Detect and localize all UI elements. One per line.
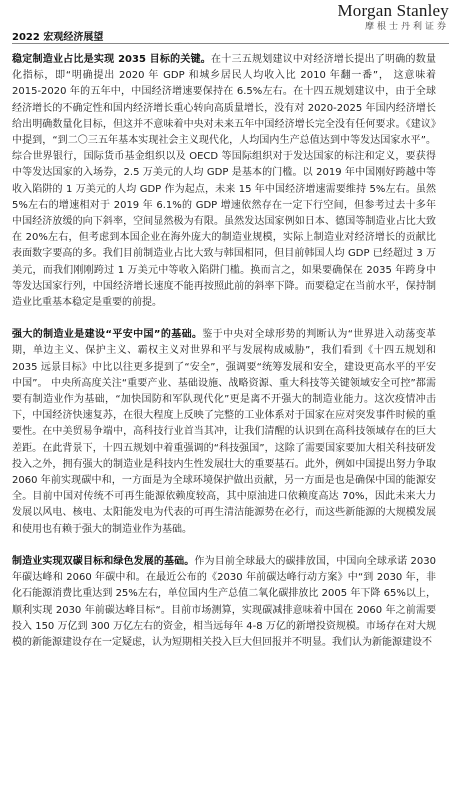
page-header <box>0 0 461 46</box>
brand-subtitle: 摩根士丹利证券 <box>364 22 449 32</box>
paragraph-lead: 强大的制造业是建设“平安中国”的基础。 <box>12 329 203 341</box>
brand-logo <box>337 2 449 33</box>
paragraph-text: 鉴于中央对全球形势的判断认为“世界进入动荡变革期，单边主义、保护主义、霸权主义对世界和平与发展构成威胁”，我们看到《十四五规划和 2035 远景目标》中比以往更多提到了“安全”，强调要“统筹发展和安全，建设更高水平的平安中国”。 中央所高度关注“重要产业、基础设施、战略资源、重大科技等关键领域安全可控”都需要有制造业作为基础，“加快国防和军队现代化”更是离不开强大的制造业能力。这次疫情冲击下，中国经济快速复苏，在很大程度上反映了完整的工业体系对于国家在应对突发事件时候的重要性。在中美贸易争端中，高科技行业首当其冲，让我们清醒的认识到在高科技领域存在的巨大差距。在此背景下，十四五规划中着重强调的“科技强国”，这除了需要国家要加大相关科技研发投入之外，拥有强大的制造业是科技内生性发展壮大的重要基石。此外，例如中国提出努力争取 2060 年前实现碳中和，一方面是为全球环境保护做出贡献，另一方面是也是确保中国的能源安全。目前中国对传统不可再生能源依赖度较高，其中原油进口依赖度高达 70%，因此未来大力发展以风电、核电、太阳能发电为代表的可再生清洁能源势在必行，而这些新能源的大规模发展和使用也有赖于强大的制造业作为基础。 <box>12 329 436 535</box>
brand-name: Morgan Stanley <box>337 1 449 20</box>
paragraph-text: 在十三五规划建议中对经济增长提出了明确的数量化指标，即“明确提出 2020 年 GDP 和城乡居民人均收入比 2010 年翻一番”， 这意味着 2015-2020 年的五年中，中国经济增速要保持在 6.5%左右。在十四五规划建议中，由于全球经济增长的不确定性和国内经济增长重心转向高质量增长，没有对 2020-2025 年国内经济增长给出明确数量化目标，但这并不意味着中央对未来五年中国经济增长完全没有任何要求。《建议》中提到，“到二〇三五年基本实现社会主义现代化，人均国内生产总值达到中等发达国家水平”。综合世界银行，国际货币基金组织以及 OECD 等国际组织对于发达国家的标注和定义，要获得中等发达国家的入场券，2.5 万美元的人均 GDP 是基本的门槛。以 2019 年中国刚好跨越中等收入陷阱的 1 万美元的人均 GDP 作为起点，未来 15 年中国经济增速需要维持 5%左右。虽然 5%左右的增速相对于 2019 年 6.1%的 GDP 增速依然存在一定下行空间，但参考过去十多年中国经济放缓的向下斜率，空间显然极为有限。虽然发达国家例如日本、德国等制造业占比大致在 20%左右，但考虑到本国企业在海外庞大的制造业规模，实际上制造业对经济增长的贡献比表面数字要高的多。我们目前制造业占比大致与韩国相同，但目前韩国人均 GDP 已经超过 3 万美元，而我们刚刚跨过 1 万美元中等收入陷阱门槛。换而言之，如果要确保在 2035 年跨身中等发达国家行列，中国经济增长速度不能再按照此前的斜率下降。而要稳定在当前水平，保持制造业比重基本稳定是重要的前提。 <box>12 54 437 309</box>
paragraph-safe-china <box>12 327 436 538</box>
header-divider <box>12 43 449 44</box>
paragraph-text: 作为目前全球最大的碳排放国，中国向全球承诺 2030 年碳达峰和 2060 年碳中和。在最近公布的《2030 年前碳达峰行动方案》中“到 2030 年，非化石能源消费比重达到 25%左右，单位国内生产总值二氧化碳排放比 2005 年下降 65%以上，顺利实现 2030 年前碳达峰目标“。目前市场测算，实现碳减排意味着中国在 2060 年之前需要投入 150 万亿到 300 万亿左右的资金，相当远每年 4-8 万亿的新增投资规模。市场存在对大规模的新能源建设存在一定疑虑，认为短期相关投入巨大但回报并不明显。我们认为新能源建设不 <box>12 555 436 648</box>
article-body <box>12 52 436 667</box>
paragraph-manufacturing-share <box>12 52 436 311</box>
paragraph-lead: 制造业实现双碳目标和绿色发展的基础。 <box>12 555 195 567</box>
paragraph-carbon-goals <box>12 554 436 651</box>
paragraph-lead: 稳定制造业占比是实现 2035 目标的关键。 <box>12 54 212 65</box>
section-title: 2022 宏观经济展望 <box>12 32 104 43</box>
